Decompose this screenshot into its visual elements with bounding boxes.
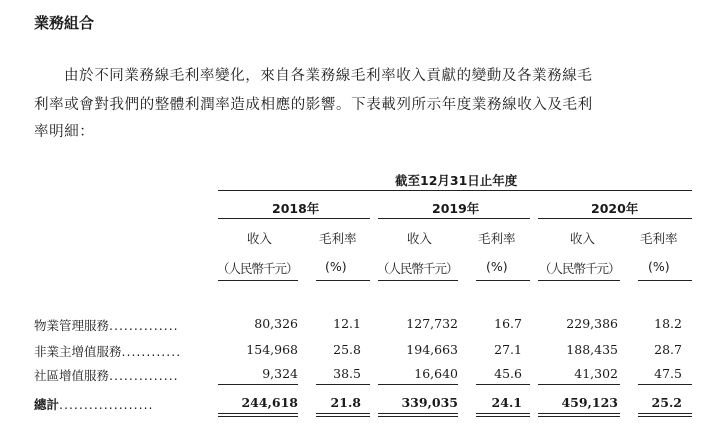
row3-rev-2018: 9,324 xyxy=(262,366,298,381)
year-rule-2019 xyxy=(378,218,530,219)
row1-mar-2019: 16.7 xyxy=(494,316,522,331)
unit-revenue-2020: （人民幣千元） xyxy=(539,261,620,276)
row2-mar-2020: 28.7 xyxy=(654,342,682,357)
col-revenue-2019: 收入 xyxy=(407,231,433,246)
year-2019: 2019年 xyxy=(432,201,480,216)
row3-rev-2020: 41,302 xyxy=(574,366,618,381)
sum-rule-rev-2018 xyxy=(218,384,298,385)
row3-mar-2018: 38.5 xyxy=(333,366,361,381)
unit-margin-2019: (%) xyxy=(486,259,508,274)
total-rev-2019: 339,035 xyxy=(401,395,458,410)
row-label-total: 總計................... xyxy=(34,397,154,412)
sum-rule-rev-2020 xyxy=(538,384,620,385)
row1-rev-2019: 127,732 xyxy=(406,316,458,331)
total-rev-2018: 244,618 xyxy=(241,395,298,410)
total-mar-2020: 25.2 xyxy=(651,395,682,410)
total-mar-2018: 21.8 xyxy=(330,395,361,410)
unit-rule-rev-2020 xyxy=(538,280,620,281)
unit-rule-rev-2019 xyxy=(378,280,458,281)
period-rule xyxy=(218,190,692,191)
row3-mar-2020: 47.5 xyxy=(654,366,682,381)
unit-revenue-2018: （人民幣千元） xyxy=(217,261,298,276)
unit-margin-2018: (%) xyxy=(325,259,347,274)
total-dbl-mar-2018 xyxy=(316,413,370,417)
unit-margin-2020: (%) xyxy=(648,259,670,274)
paragraph-line-1: 由於不同業務線毛利率變化，來自各業務線毛利率收入貢獻的變動及各業務線毛 xyxy=(64,68,593,84)
period-header: 截至12月31日止年度 xyxy=(395,173,518,188)
col-revenue-2020: 收入 xyxy=(570,231,596,246)
paragraph-line-3: 率明細： xyxy=(34,124,95,140)
total-dbl-mar-2020 xyxy=(638,413,692,417)
total-mar-2019: 24.1 xyxy=(491,395,522,410)
unit-rule-rev-2018 xyxy=(218,280,298,281)
sum-rule-mar-2020 xyxy=(638,384,692,385)
total-rev-2020: 459,123 xyxy=(561,395,618,410)
row3-rev-2019: 16,640 xyxy=(414,366,458,381)
year-2018: 2018年 xyxy=(272,201,320,216)
col-margin-2020: 毛利率 xyxy=(640,231,678,246)
row2-rev-2019: 194,663 xyxy=(406,342,458,357)
row2-rev-2020: 188,435 xyxy=(566,342,618,357)
row1-mar-2018: 12.1 xyxy=(333,316,361,331)
paragraph-line-2: 利率或會對我們的整體利潤率造成相應的影響。下表載列所示年度業務線收入及毛利 xyxy=(34,97,593,113)
section-heading: 業務組合 xyxy=(34,14,95,32)
row-label-non-owner: 非業主增值服務............ xyxy=(34,344,182,359)
sum-rule-mar-2019 xyxy=(476,384,530,385)
year-2020: 2020年 xyxy=(591,201,639,216)
row1-rev-2020: 229,386 xyxy=(566,316,618,331)
row-label-community: 社區增值服務.............. xyxy=(34,368,179,383)
col-margin-2019: 毛利率 xyxy=(478,231,516,246)
row1-mar-2020: 18.2 xyxy=(654,316,682,331)
unit-rule-mar-2020 xyxy=(638,280,692,281)
sum-rule-rev-2019 xyxy=(378,384,458,385)
unit-rule-mar-2018 xyxy=(316,280,370,281)
unit-rule-mar-2019 xyxy=(476,280,530,281)
total-dbl-rev-2019 xyxy=(378,413,458,417)
total-dbl-mar-2019 xyxy=(476,413,530,417)
total-dbl-rev-2018 xyxy=(218,413,298,417)
row-label-property-mgmt: 物業管理服務.............. xyxy=(34,318,179,333)
row3-mar-2019: 45.6 xyxy=(494,366,522,381)
year-rule-2020 xyxy=(538,218,692,219)
row1-rev-2018: 80,326 xyxy=(254,316,298,331)
row2-mar-2018: 25.8 xyxy=(333,342,361,357)
col-margin-2018: 毛利率 xyxy=(319,231,357,246)
total-dbl-rev-2020 xyxy=(538,413,620,417)
year-rule-2018 xyxy=(218,218,370,219)
unit-revenue-2019: （人民幣千元） xyxy=(377,261,458,276)
row2-rev-2018: 154,968 xyxy=(246,342,298,357)
row2-mar-2019: 27.1 xyxy=(494,342,522,357)
col-revenue-2018: 收入 xyxy=(247,231,273,246)
sum-rule-mar-2018 xyxy=(316,384,370,385)
